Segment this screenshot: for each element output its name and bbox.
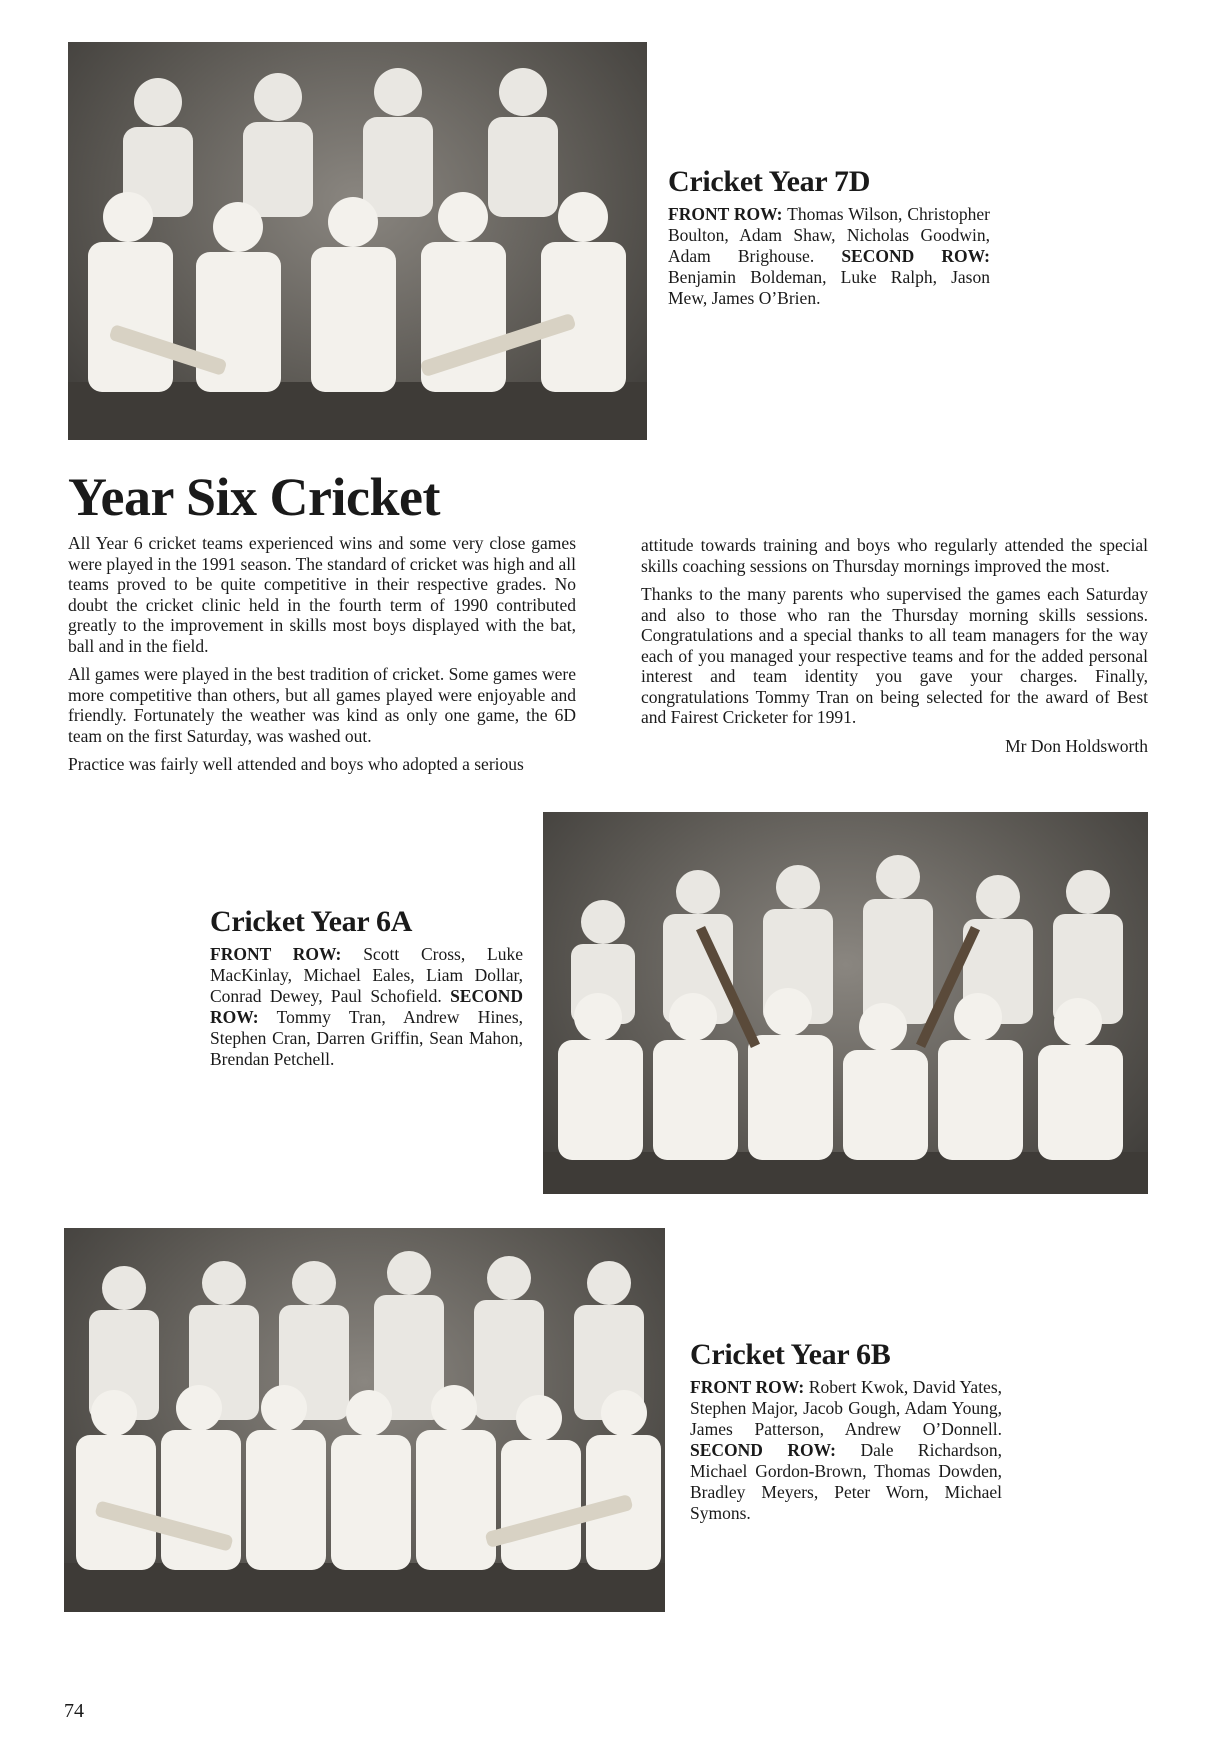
article-paragraph: All Year 6 cricket teams experienced wins and some very close games were played in the 1991 season. The standard of cricket was high and all teams proved to be quite competitive in their respective grades. No doubt the cricket clinic held in the fourth term of 1990 contributed greatly to the improvement in skills most boys displayed with the bat, ball and in the field. — [68, 533, 576, 656]
article-paragraph: All games were played in the best tradition of cricket. Some games were more competitive than others, but all games played were enjoyable and friendly. Fortunately the weather was kind as only one game, the 6D team on the first Saturday, was washed out. — [68, 664, 576, 746]
second-row-names: Benjamin Boldeman, Luke Ralph, Jason Mew, James O’Brien. — [668, 267, 990, 308]
article-paragraph: attitude towards training and boys who regularly attended the special skills coaching sessions on Thursday mornings improved the most. — [641, 535, 1148, 576]
second-row-label: SECOND ROW: — [210, 986, 523, 1027]
article-paragraph: Practice was fairly well attended and boys who adopted a serious — [68, 754, 524, 774]
photo-cricket-year-7d — [68, 42, 647, 440]
front-row-names: Robert Kwok, David Yates, Stephen Major, Jacob Gough, Adam Young, James Patterson, Andrew O’Donnell. — [690, 1377, 1003, 1439]
front-row-label: FRONT ROW: — [210, 944, 342, 964]
caption-year-6b — [690, 1338, 1002, 1524]
photo-cricket-year-6a — [543, 812, 1148, 1194]
caption-text — [668, 204, 990, 309]
caption-text — [690, 1377, 1002, 1524]
caption-title: Cricket Year 6B — [690, 1338, 891, 1371]
article-author: Mr Don Holdsworth — [1005, 735, 1148, 756]
second-row-label: SECOND ROW: — [841, 246, 990, 266]
front-row-names: Scott Cross, Luke MacKinlay, Michael Eales, Liam Dollar, Conrad Dewey, Paul Schofield. — [210, 944, 524, 1006]
front-row-names: Thomas Wilson, Christopher Boulton, Adam Shaw, Nicholas Goodwin, Adam Brighouse. — [668, 204, 991, 266]
article-paragraph: Thanks to the many parents who supervised the games each Saturday and also to those who ran the Thursday morning skills sessions. Congratulations and a special thanks to all team managers for the way each of you managed your respective teams and for the added personal interest and team identity you gave your charges. Finally, congratulations Tommy Tran on being selected for the award of Best and Fairest Cricketer for 1991. — [641, 584, 1148, 727]
article-column-right — [641, 535, 1148, 756]
front-row-label: FRONT ROW: — [690, 1377, 805, 1397]
second-row-names: Dale Richardson, Michael Gordon-Brown, Thomas Dowden, Bradley Meyers, Peter Worn, Michael Symons. — [690, 1440, 1003, 1523]
caption-text — [210, 944, 523, 1070]
front-row-label: FRONT ROW: — [668, 204, 783, 224]
caption-title: Cricket Year 7D — [668, 165, 871, 198]
article-column-left — [68, 533, 576, 783]
caption-year-7d — [668, 165, 990, 309]
second-row-label: SECOND ROW: — [690, 1440, 836, 1460]
caption-year-6a — [210, 905, 523, 1070]
page-number: 74 — [64, 1700, 84, 1722]
article-title: Year Six Cricket — [68, 467, 440, 527]
caption-title: Cricket Year 6A — [210, 905, 413, 938]
second-row-names: Tommy Tran, Andrew Hines, Stephen Cran, Darren Griffin, Sean Mahon, Brendan Petchell. — [210, 1007, 524, 1069]
photo-cricket-year-6b — [64, 1228, 665, 1612]
